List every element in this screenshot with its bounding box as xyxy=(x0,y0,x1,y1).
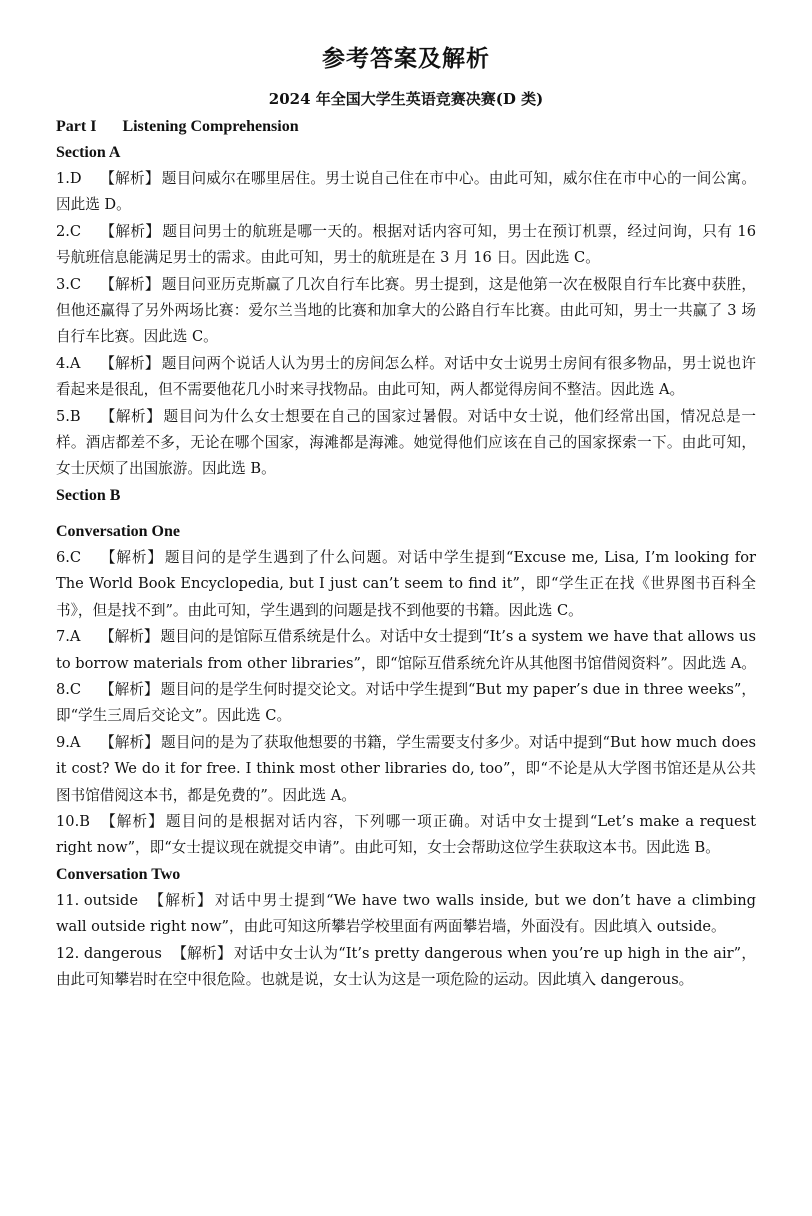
analysis-text: 对话中女士认为“It’s pretty dangerous when you’re up high in the air”，由此可知攀岩时在空中很危险。也就是说，女士认为这是一项危险的运动。因此填入 dangerous。 xyxy=(56,944,756,988)
analysis-text: 题目问的是馆际互借系统是什么。对话中女士提到“It’s a system we have that allows us to borrow materials from other libraries”，即“馆际互借系统允许从其他图书馆借阅资料”。因此选 A。 xyxy=(56,628,756,672)
answer-item xyxy=(56,166,756,219)
answer-item xyxy=(56,677,756,730)
analysis-tag: 【解析】 xyxy=(171,944,232,962)
analysis-tag: 【解析】 xyxy=(100,733,159,751)
analysis-tag: 【解析】 xyxy=(100,275,160,293)
part-label: Part I xyxy=(56,118,97,135)
answer-content xyxy=(56,114,756,993)
answer-item xyxy=(56,404,756,483)
section-b-heading: Section B xyxy=(56,486,121,504)
answer-choice: 6.C xyxy=(56,548,82,566)
answer-item xyxy=(56,351,756,404)
page-subtitle: 2024 年全国大学生英语竞赛决赛(D 类) xyxy=(268,90,544,108)
part-name: Listening Comprehension xyxy=(122,118,299,135)
section-a-answers xyxy=(56,166,756,483)
answer-choice: 10.B xyxy=(56,812,90,830)
answer-item xyxy=(56,888,756,941)
conversation-one-answers xyxy=(56,545,756,862)
analysis-tag: 【解析】 xyxy=(100,812,164,830)
conversation-one-heading: Conversation One xyxy=(56,522,180,540)
answer-choice: 4.A xyxy=(56,354,81,372)
answer-choice: 7.A xyxy=(56,628,81,646)
answer-choice: 3.C xyxy=(56,275,82,293)
analysis-text: 题目问为什么女士想要在自己的国家过暑假。对话中女士说，他们经常出国，情况总是一样。酒店都差不多，无论在哪个国家，海滩都是海滩。她觉得他们应该在自己的国家探索一下。由此可知，女士厌烦了出国旅游。因此选 B。 xyxy=(56,407,756,478)
analysis-text: 题目问威尔在哪里居住。男士说自己住在市中心。由此可知，威尔住在市中心的一间公寓。因此选 D。 xyxy=(56,170,756,214)
answer-item xyxy=(56,730,756,809)
analysis-tag: 【解析】 xyxy=(100,680,159,698)
analysis-text: 题目问亚历克斯赢了几次自行车比赛。男士提到，这是他第一次在极限自行车比赛中获胜，但他还赢得了另外两场比赛：爱尔兰当地的比赛和加拿大的公路自行车比赛。由此可知，男士一共赢了 3 场自行车比赛。因此选 C。 xyxy=(56,275,756,346)
answer-choice: 1.D xyxy=(56,170,82,187)
answer-choice: 12. dangerous xyxy=(56,944,162,962)
answer-choice: 11. outside xyxy=(56,891,139,909)
analysis-tag: 【解析】 xyxy=(100,628,159,646)
analysis-text: 题目问的是学生遇到了什么问题。对话中学生提到“Excuse me, Lisa, I’m looking for The World Book Encyclopedia, but I just can’t seem to find it”，即“学生正在找《世界图书百科全书》，但是找不到”。由此可知，学生遇到的问题是找不到他要的书籍。因此选 C。 xyxy=(56,548,756,619)
analysis-tag: 【解析】 xyxy=(100,548,163,566)
answer-item xyxy=(56,624,756,677)
analysis-tag: 【解析】 xyxy=(100,354,160,372)
analysis-text: 题目问的是学生何时提交论文。对话中学生提到“But my paper’s due in three weeks”，即“学生三周后交论文”。因此选 C。 xyxy=(56,680,756,725)
analysis-text: 题目问的是为了获取他想要的书籍，学生需要支付多少。对话中提到“But how much does it cost? We do it for free. I think most other libraries do, too”，即“不论是从大学图书馆还是从公共图书馆借阅这本书，都是免费的”。因此选 A。 xyxy=(56,733,756,804)
part-heading xyxy=(56,114,756,140)
analysis-text: 题目问的是根据对话内容，下列哪一项正确。对话中女士提到“Let’s make a request right now”，即“女士提议现在就提交申请”。由此可知，女士会帮助这位学生获取这本书。因此选 B。 xyxy=(56,812,756,857)
analysis-tag: 【解析】 xyxy=(100,222,161,240)
answer-choice: 2.C xyxy=(56,222,82,240)
analysis-text: 对话中男士提到“We have two walls inside, but we don’t have a climbing wall outside right now”，由此可知这所攀岩学校里面有两面攀岩墙，外面没有。因此填入 outside。 xyxy=(56,891,756,936)
analysis-tag: 【解析】 xyxy=(148,891,213,909)
answer-choice: 9.A xyxy=(56,733,81,751)
analysis-text: 题目问两个说话人认为男士的房间怎么样。对话中女士说男士房间有很多物品，男士说也许看起来是很乱，但不需要他花几小时来寻找物品。由此可知，两人都觉得房间不整洁。因此选 A。 xyxy=(56,354,756,399)
analysis-text: 题目问男士的航班是哪一天的。根据对话内容可知，男士在预订机票，经过问询，只有 16 号航班信息能满足男士的需求。由此可知，男士的航班是在 3 月 16 日。因此选 C。 xyxy=(56,222,756,267)
section-a-heading: Section A xyxy=(56,144,121,161)
conversation-two-answers xyxy=(56,888,756,994)
answer-item xyxy=(56,272,756,351)
analysis-tag: 【解析】 xyxy=(100,407,162,425)
answer-choice: 5.B xyxy=(56,407,81,425)
answer-item xyxy=(56,219,756,272)
answer-item xyxy=(56,809,756,862)
answer-item xyxy=(56,545,756,624)
answer-choice: 8.C xyxy=(56,680,82,698)
page-title: 参考答案及解析 xyxy=(322,45,490,72)
answer-item xyxy=(56,941,756,994)
analysis-tag: 【解析】 xyxy=(100,170,160,187)
conversation-two-heading: Conversation Two xyxy=(56,865,181,883)
